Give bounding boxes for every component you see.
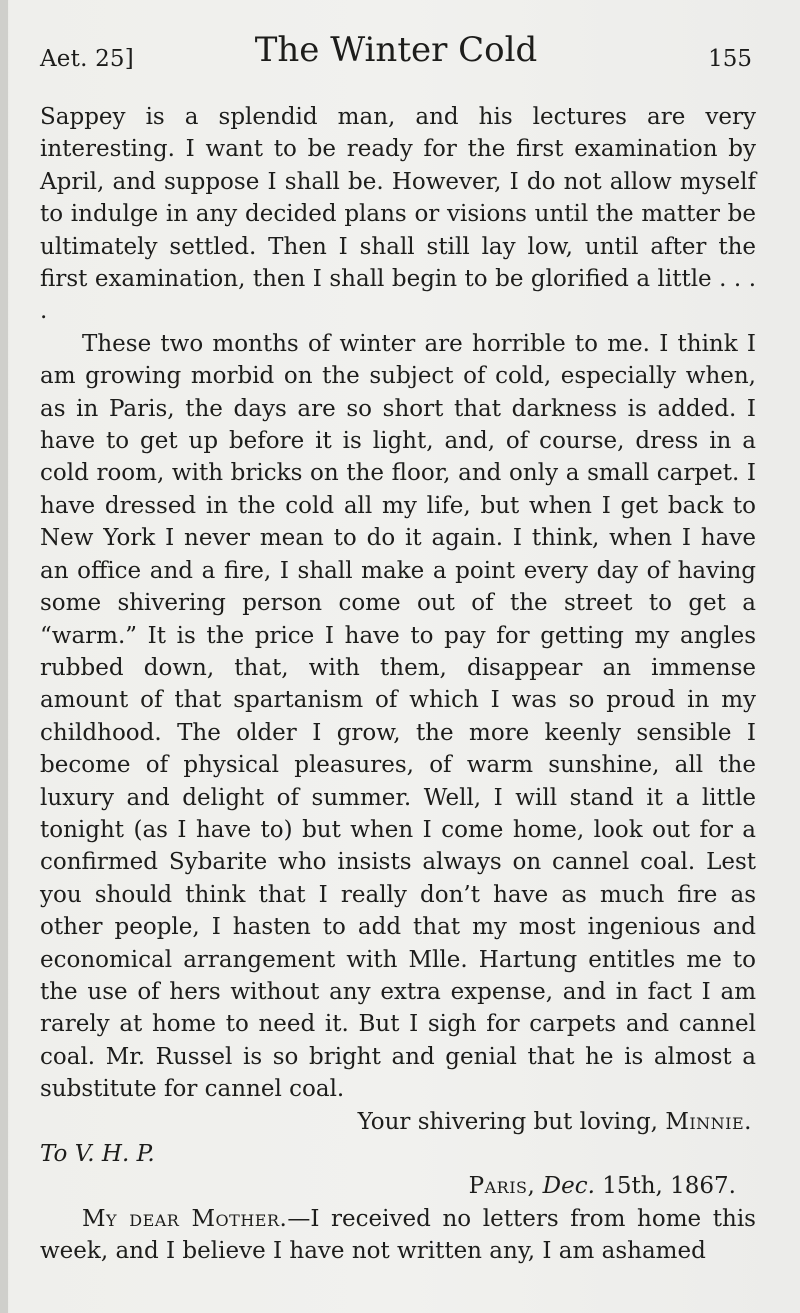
- salutation-small: My dear: [82, 1205, 180, 1232]
- letter-opening: [40, 1203, 756, 1268]
- running-header: [40, 26, 752, 76]
- running-head-left: Aet. 25]: [40, 46, 134, 72]
- letter-dateline: [40, 1170, 756, 1202]
- signoff-text: Your shivering but loving,: [357, 1108, 666, 1135]
- dateline-place: Paris,: [468, 1173, 536, 1200]
- paragraph-1: Sappey is a splendid man, and his lectures are very interesting. I want to be ready for the first examination by April, and suppose I shall be. However, I do not allow myself to indulge in any decided plans or visions until the matter be ultimately settled. Then I shall still lay low, until after the first examination, then I shall begin to be glorified a little . . . .: [40, 104, 756, 325]
- letter-opening-text: —I received no letters from home this week, and I believe I have not written any, I am ashamed: [40, 1205, 756, 1265]
- signoff-name: Minnie.: [665, 1108, 752, 1135]
- letter-recipient: To V. H. P.: [40, 1141, 155, 1167]
- dateline-month: Dec.: [542, 1173, 595, 1200]
- page-number: 155: [708, 46, 752, 72]
- letter-signoff: [40, 1106, 756, 1138]
- body-text: [40, 101, 756, 1268]
- page-edge-shadow: [0, 0, 8, 1313]
- running-title: The Winter Cold: [254, 30, 538, 70]
- dateline-rest: 15th, 1867.: [594, 1173, 736, 1200]
- salutation-name: Mother.: [179, 1205, 288, 1232]
- paragraph-2: These two months of winter are horrible to me. I think I am growing morbid on the subject of cold, especially when, as in Paris, the days are so short that darkness is added. I have to get up before it is light, and, of course, dress in a cold room, with bricks on the floor, and only a small carpet. I have dressed in the cold all my life, but when I get back to New York I never mean to do it again. I think, when I have an office and a fire, I shall make a point every day of having some shivering person come out of the street to get a “warm.” It is the price I have to pay for getting my angles rubbed down, that, with them, disappear an immense amount of that spartanism of which I was so proud in my childhood. The older I grow, the more keenly sensible I become of physical pleasures, of warm sunshine, all the luxury and delight of summer. Well, I will stand it a little tonight (as I have to) but when I come home, look out for a confirmed Sybarite who insists always on cannel coal. Lest you should think that I really don’t have as much fire as other people, I hasten to add that my most ingenious and economical arrangement with Mlle. Hartung entitles me to the use of hers without any extra expense, and in fact I am rarely at home to need it. But I sigh for carpets and cannel coal. Mr. Russel is so bright and genial that he is almost a substitute for cannel coal.: [40, 330, 756, 1103]
